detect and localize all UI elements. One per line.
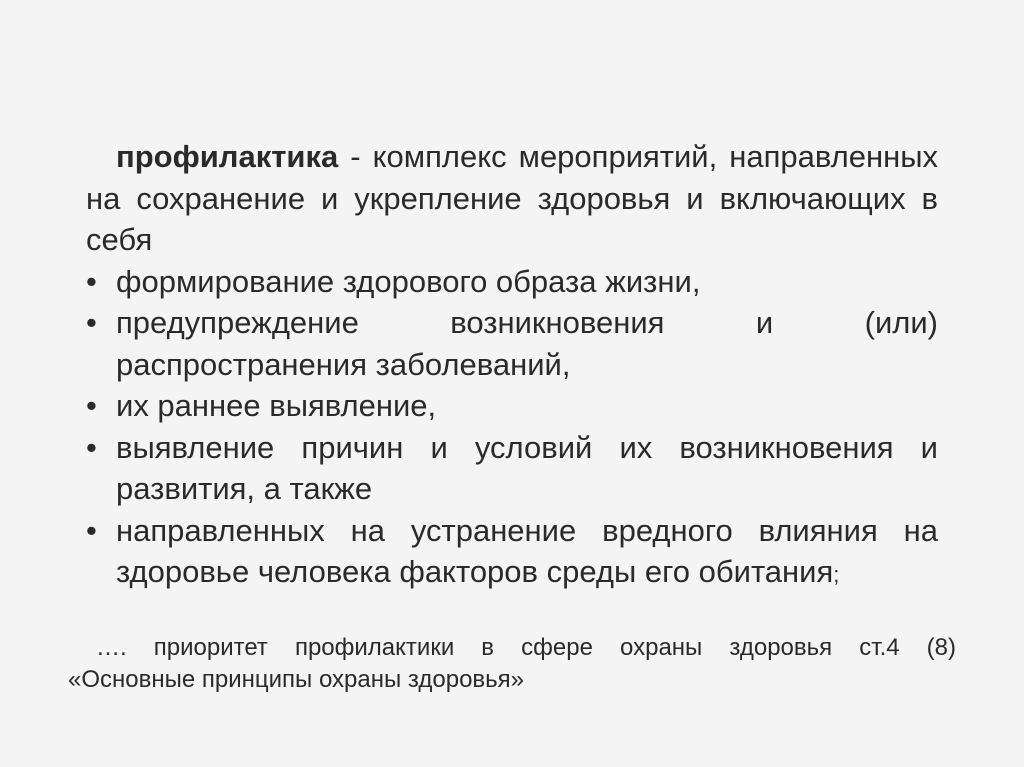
measures-list [86, 261, 938, 596]
list-item-text: их раннее выявление, [116, 388, 437, 423]
footnote [68, 632, 956, 696]
list-item [86, 427, 938, 510]
bullet-icon: • [86, 263, 97, 299]
definition-term: профилактика [116, 139, 339, 174]
list-item-text: формирование здорового образа жизни, [116, 263, 701, 299]
list-item-text: выявление причин и условий их возникновения и развития, а также [116, 429, 938, 506]
definition-block [86, 136, 938, 596]
definition-text: - комплекс мероприятий, направленных на сохранение и укрепление здоровья и включающих в себя [86, 139, 938, 257]
bullet-icon: • [86, 388, 97, 423]
list-item [86, 261, 938, 303]
footnote-line-2: «Основные принципы охраны здоровья» [68, 666, 525, 693]
footnote-line-1: …. приоритет профилактики в сфере охраны здоровья ст.4 (8) [96, 634, 956, 661]
list-item-text: направленных на устранение вредного влияния на здоровье человека факторов среды его обитания [116, 512, 938, 589]
bullet-icon: • [86, 512, 97, 548]
definition-paragraph [86, 136, 938, 261]
list-item-text: предупреждение возникновения и (или) распространения заболеваний, [116, 305, 938, 382]
list-item-suffix: ; [833, 562, 840, 587]
list-item [86, 510, 938, 596]
bullet-icon: • [86, 429, 97, 465]
bullet-icon: • [86, 305, 97, 340]
list-item [86, 385, 938, 427]
list-item [86, 302, 938, 385]
